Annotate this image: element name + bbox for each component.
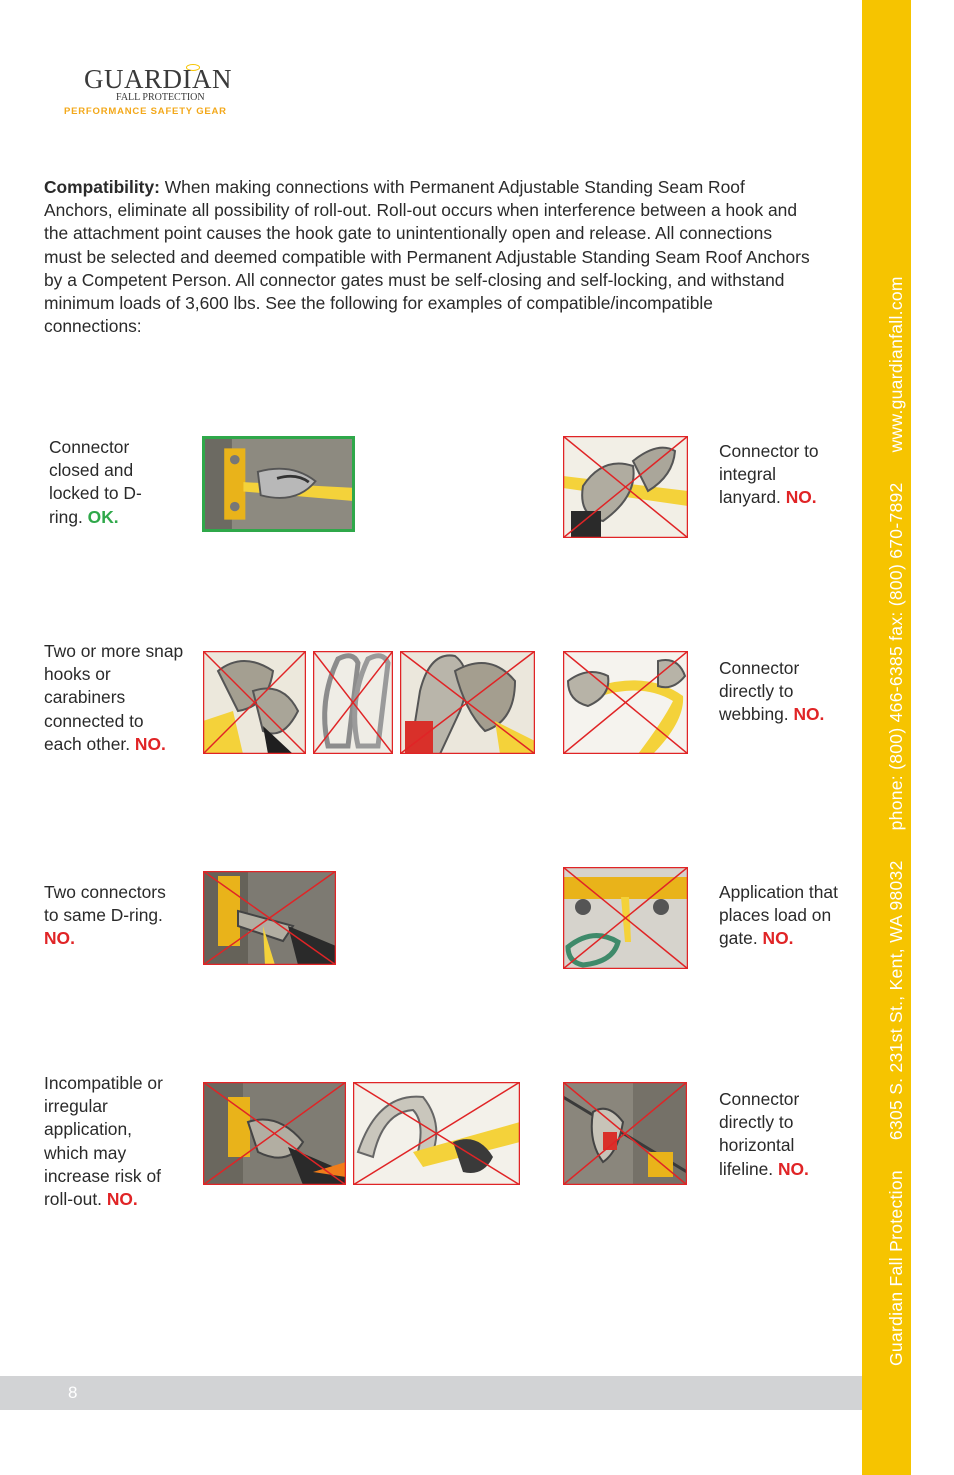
- caption-load-on-gate: Application that places load on gate. NO.: [719, 882, 838, 949]
- guardian-logo: [64, 64, 232, 120]
- sidebar-address: 6305 S. 231st St., Kent, WA 98032: [886, 860, 906, 1141]
- sidebar-contact-text: [886, 276, 907, 1366]
- photo-closed-locked: [202, 436, 355, 532]
- photo-two-same-dring: [203, 871, 336, 965]
- sidebar-website[interactable]: www.guardianfall.com: [886, 276, 906, 453]
- photo-load-on-gate: [563, 867, 688, 969]
- verdict-no: NO.: [777, 1158, 809, 1179]
- page-number: 8: [68, 1383, 78, 1402]
- sidebar-phone: phone: (800) 466-6385 fax: (800) 670-7892: [886, 482, 906, 831]
- photo-snaps-together-1: [203, 651, 306, 754]
- verdict-no: NO.: [762, 928, 794, 949]
- verdict-no: NO.: [134, 733, 166, 754]
- photo-horizontal-lifeline: [563, 1082, 687, 1185]
- caption-horizontal-lifeline: Connector directly to horizontal lifeline. NO.: [719, 1089, 809, 1179]
- caption-to-webbing: Connector directly to webbing. NO.: [719, 658, 825, 725]
- compatibility-heading: Compatibility:: [44, 177, 160, 197]
- caption-irregular: Incompatible or irregular application, which may increase risk of roll-out. NO.: [44, 1073, 163, 1210]
- verdict-no: NO.: [793, 704, 825, 725]
- photo-irregular-1: [203, 1082, 346, 1185]
- caption-snaps-together: Two or more snap hooks or carabiners connected to each other. NO.: [44, 641, 184, 754]
- compatibility-paragraph: [44, 176, 814, 338]
- photo-integral-lanyard: [563, 436, 688, 538]
- caption-closed-locked: Connector closed and locked to D-ring. OK.: [49, 437, 142, 527]
- photo-snaps-together-2: [313, 651, 393, 754]
- footer-bar: [0, 1376, 862, 1410]
- logo-tagline: PERFORMANCE SAFETY GEAR: [64, 106, 227, 117]
- photo-to-webbing: [563, 651, 688, 754]
- logo-wordmark: GUARDIAN: [84, 64, 232, 94]
- verdict-no: NO.: [785, 487, 817, 508]
- caption-two-same-dring: Two connectors to same D-ring. NO.: [44, 882, 166, 949]
- verdict-no: NO.: [106, 1189, 138, 1210]
- compatibility-body: When making connections with Permanent Adjustable Standing Seam Roof Anchors, eliminate all possibility of roll-out. Roll-out occurs when interference between a hook and the attachment point causes the hook gate to unintentionally open and release. All connections must be selected and deemed compatible with Permanent Adjustable Standing Seam Roof Anchors by a Competent Person. All connector gates must be self-closing and self-locking, and withstand minimum loads of 3,600 lbs. See the following for examples of compatible/incompatible connections:: [44, 177, 810, 337]
- sidebar-company: Guardian Fall Protection: [886, 1170, 906, 1366]
- photo-snaps-together-3: [400, 651, 535, 754]
- photo-irregular-2: [353, 1082, 520, 1185]
- caption-integral-lanyard: Connector to integral lanyard. NO.: [719, 441, 819, 508]
- logo-subtitle: FALL PROTECTION: [116, 92, 205, 103]
- verdict-ok: OK.: [87, 506, 119, 527]
- verdict-no: NO.: [44, 928, 75, 949]
